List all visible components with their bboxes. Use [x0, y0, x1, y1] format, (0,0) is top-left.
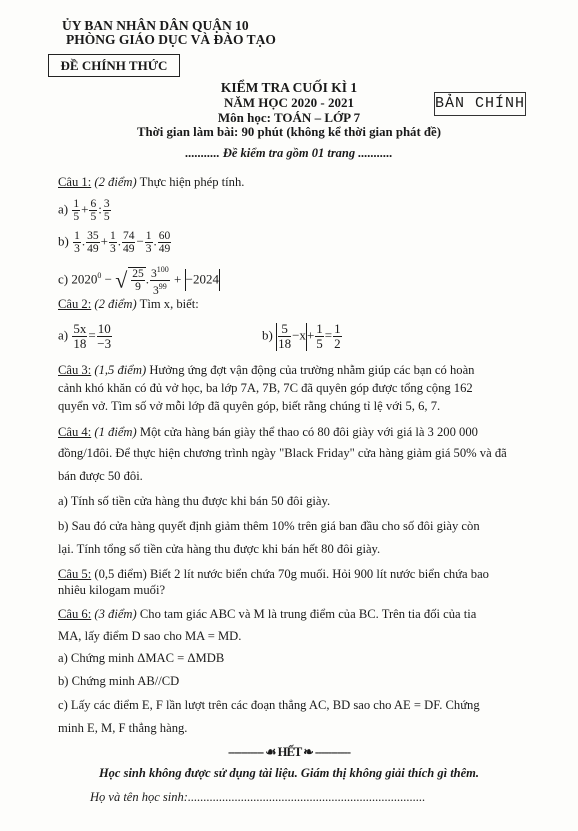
q3-line-1 [58, 362, 528, 379]
q4-line-2: đồng/1đôi. Để thực hiện chương trình ngày "Black Friday" cửa hàng giảm giá 50% và đã [58, 446, 507, 460]
q4-part-b-2: lại. Tính tổng số tiền cửa hàng thu được khi bán hết 80 đôi giày. [58, 542, 381, 556]
q6-part-c-2: minh E, M, F thẳng hàng. [58, 721, 188, 735]
q1b-expression: b) $\frac{1}{3}$ . $\frac{35}{49}$ + $\frac{1}{3}$ . $\frac{74}{49}$ − $\frac{1}{3}$ . $\frac{60}{49}$ [58, 230, 171, 255]
pages-note: ........... Đề kiểm tra gồm 01 trang ........... [185, 146, 393, 160]
q6-part-b: b) Chứng minh AB//CD [58, 674, 180, 688]
q1-label: Câu 1: [58, 175, 92, 189]
student-name-line: Họ và tên học sinh:............................................................................ [90, 790, 426, 804]
q4-points: (1 điểm) [94, 425, 137, 439]
q5-line-2: nhiêu kilogam muối? [58, 583, 166, 597]
q4-line-3: bán được 50 đôi. [58, 469, 143, 483]
footer-note: Học sinh không được sử dụng tài liệu. Giám thị không giải thích gì thêm. [98, 766, 480, 780]
subject-line: Môn học: TOÁN – LỚP 7 [217, 110, 361, 125]
department-name: PHÒNG GIÁO DỤC VÀ ĐÀO TẠO [66, 32, 276, 47]
q1-heading [58, 174, 528, 191]
q2-label: Câu 2: [58, 297, 92, 311]
q3-line-2: cảnh khó khăn có đủ vở học, ba lớp 7A, 7B, 7C đã quyên góp được tổng cộng 162 [58, 381, 473, 395]
q6-part-a: a) Chứng minh ΔMAC = ΔMDB [58, 651, 225, 665]
q1b-label: b) [58, 233, 69, 249]
q4-text-1: Một cửa hàng bán giày thể thao có 80 đôi giày với giá là 3 200 000 [139, 425, 478, 439]
end-marker: ----------- ☙ HẾT ❧ ----------- [227, 745, 351, 759]
q3-label: Câu 3: [58, 363, 92, 377]
q4-part-b-1: b) Sau đó cửa hàng quyết định giảm thêm 10% trên giá ban đầu cho số đôi giày còn [58, 519, 480, 533]
time-line: Thời gian làm bài: 90 phút (không kể thời gian phát đề) [137, 125, 441, 139]
original-stamp: BẢN CHÍNH [434, 92, 526, 116]
q6-line-1 [58, 606, 528, 623]
q5-label: Câu 5: [58, 567, 92, 581]
q1c-expression: c) $2020^0$ − √ $\frac{25}{9}$ . $\frac{3^{100}}{3^{99}}$ + −2024 [58, 265, 219, 297]
q2b-expression: b) $\frac{5}{18}$ −x+ $\frac{1}{5}$ = $\frac{1}{2}$ [262, 321, 341, 351]
q6-line-2: MA, lấy điểm D sao cho MA = MD. [58, 629, 242, 643]
q2b-label: b) [262, 327, 273, 343]
q1a-expression: a) $\frac{1}{5}$ + $\frac{6}{5}$ : $\frac{3}{5}$ [58, 198, 110, 223]
q4-part-a: a) Tính số tiền cửa hàng thu được khi bán 50 đôi giày. [58, 494, 331, 508]
q1-text: Thực hiện phép tính. [139, 175, 245, 189]
committee-name: ỦY BAN NHÂN DÂN QUẬN 10 [62, 18, 249, 33]
q6-label: Câu 6: [58, 607, 92, 621]
q2a-expression: a) $\frac{5x}{18}$ = $\frac{10}{-3}$ [58, 321, 112, 351]
q1a-label: a) [58, 201, 69, 217]
q2a-label: a) [58, 327, 69, 343]
q3-points: (1,5 điểm) [94, 363, 147, 377]
q2-heading [58, 296, 528, 313]
official-label: ĐỀ CHÍNH THỨC [48, 54, 180, 77]
q4-label: Câu 4: [58, 425, 92, 439]
q1-points: (2 điểm) [94, 175, 137, 189]
q2-points: (2 điểm) [94, 297, 137, 311]
q5-text-1: (0,5 điểm) Biết 2 lít nước biển chứa 70g muối. Hỏi 900 lít nước biển chứa bao [94, 567, 489, 581]
q1c-label: c) [58, 271, 69, 287]
q6-part-c-1: c) Lấy các điểm E, F lần lượt trên các đoạn thẳng AC, BD sao cho AE = DF. Chứng [58, 698, 480, 712]
school-year: NĂM HỌC 2020 - 2021 [224, 95, 354, 110]
q2-text: Tìm x, biết: [139, 297, 199, 311]
q3-text-1: Hưởng ứng đợt vận động của trường nhằm giúp các bạn có hoàn [149, 363, 475, 377]
exam-title: KIỂM TRA CUỐI KÌ 1 [220, 80, 358, 95]
q4-line-1 [58, 424, 528, 441]
q6-text-1: Cho tam giác ABC và M là trung điểm của BC. Trên tia đối của tia [139, 607, 477, 621]
q5-line-1 [58, 566, 528, 583]
q3-line-3: quyển vở. Tìm số vở mỗi lớp đã quyên góp, biết rằng chúng tỉ lệ với 5, 6, 7. [58, 399, 441, 413]
q6-points: (3 điểm) [94, 607, 137, 621]
